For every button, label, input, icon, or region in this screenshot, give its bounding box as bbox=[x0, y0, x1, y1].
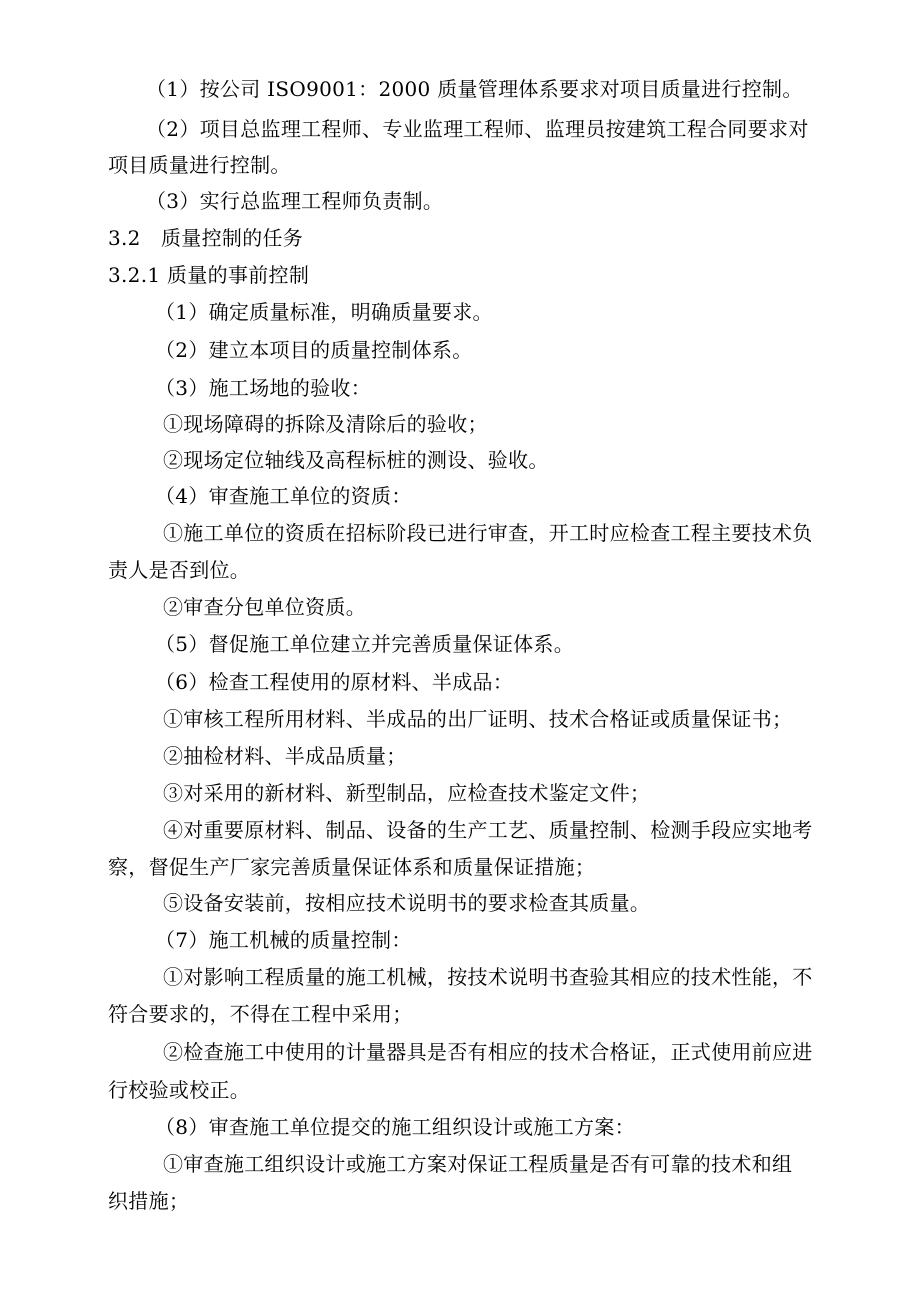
text-line: （4）审查施工单位的资质： bbox=[155, 484, 412, 508]
text-line: （8）审查施工单位提交的施工组织设计或施工方案： bbox=[155, 1115, 635, 1139]
text-line: ②现场定位轴线及高程标桩的测设、验收。 bbox=[163, 448, 549, 472]
text-line: ①施工单位的资质在招标阶段已进行审查，开工时应检查工程主要技术负 bbox=[163, 521, 813, 545]
text-line: 察，督促生产厂家完善质量保证体系和质量保证措施； bbox=[108, 855, 596, 879]
section-heading: 3.2 质量控制的任务 bbox=[108, 226, 304, 250]
text-line: ②抽检材料、半成品质量； bbox=[163, 744, 407, 768]
text-line: 符合要求的，不得在工程中采用； bbox=[108, 1002, 413, 1026]
text-line: 织措施； bbox=[108, 1189, 190, 1213]
text-line: ①审核工程所用材料、半成品的出厂证明、技术合格证或质量保证书； bbox=[163, 707, 793, 731]
text-line: （2）建立本项目的质量控制体系。 bbox=[155, 338, 473, 362]
text-line: 责人是否到位。 bbox=[108, 558, 251, 582]
text-line: ①对影响工程质量的施工机械，按技术说明书查验其相应的技术性能，不 bbox=[163, 965, 813, 989]
text-line: ③对采用的新材料、新型制品，应检查技术鉴定文件； bbox=[163, 781, 651, 805]
text-line: （3）实行总监理工程师负责制。 bbox=[146, 189, 444, 213]
text-line: 行校验或校正。 bbox=[108, 1078, 251, 1102]
text-line: ①审查施工组织设计或施工方案对保证工程质量是否有可靠的技术和组 bbox=[163, 1152, 793, 1176]
text-line: （3）施工场地的验收： bbox=[155, 376, 372, 400]
text-line: （5）督促施工单位建立并完善质量保证体系。 bbox=[155, 632, 575, 656]
text-line: 项目质量进行控制。 bbox=[108, 153, 291, 177]
text-line: （7）施工机械的质量控制： bbox=[155, 928, 412, 952]
text-line: （1）按公司 ISO9001：2000 质量管理体系要求对项目质量进行控制。 bbox=[146, 77, 803, 101]
text-line: ⑤设备安装前，按相应技术说明书的要求检查其质量。 bbox=[163, 891, 651, 915]
text-line: ②检查施工中使用的计量器具是否有相应的技术合格证，正式使用前应进 bbox=[163, 1040, 813, 1064]
text-line: ④对重要原材料、制品、设备的生产工艺、质量控制、检测手段应实地考 bbox=[163, 818, 813, 842]
text-line: ①现场障碍的拆除及清除后的验收； bbox=[163, 412, 488, 436]
text-line: ②审查分包单位资质。 bbox=[163, 595, 366, 619]
text-line: （1）确定质量标准，明确质量要求。 bbox=[155, 300, 493, 324]
text-line: （2）项目总监理工程师、专业监理工程师、监理员按建筑工程合同要求对 bbox=[146, 117, 809, 141]
text-line: （6）检查工程使用的原材料、半成品： bbox=[155, 670, 514, 694]
subsection-heading: 3.2.1 质量的事前控制 bbox=[108, 263, 310, 287]
